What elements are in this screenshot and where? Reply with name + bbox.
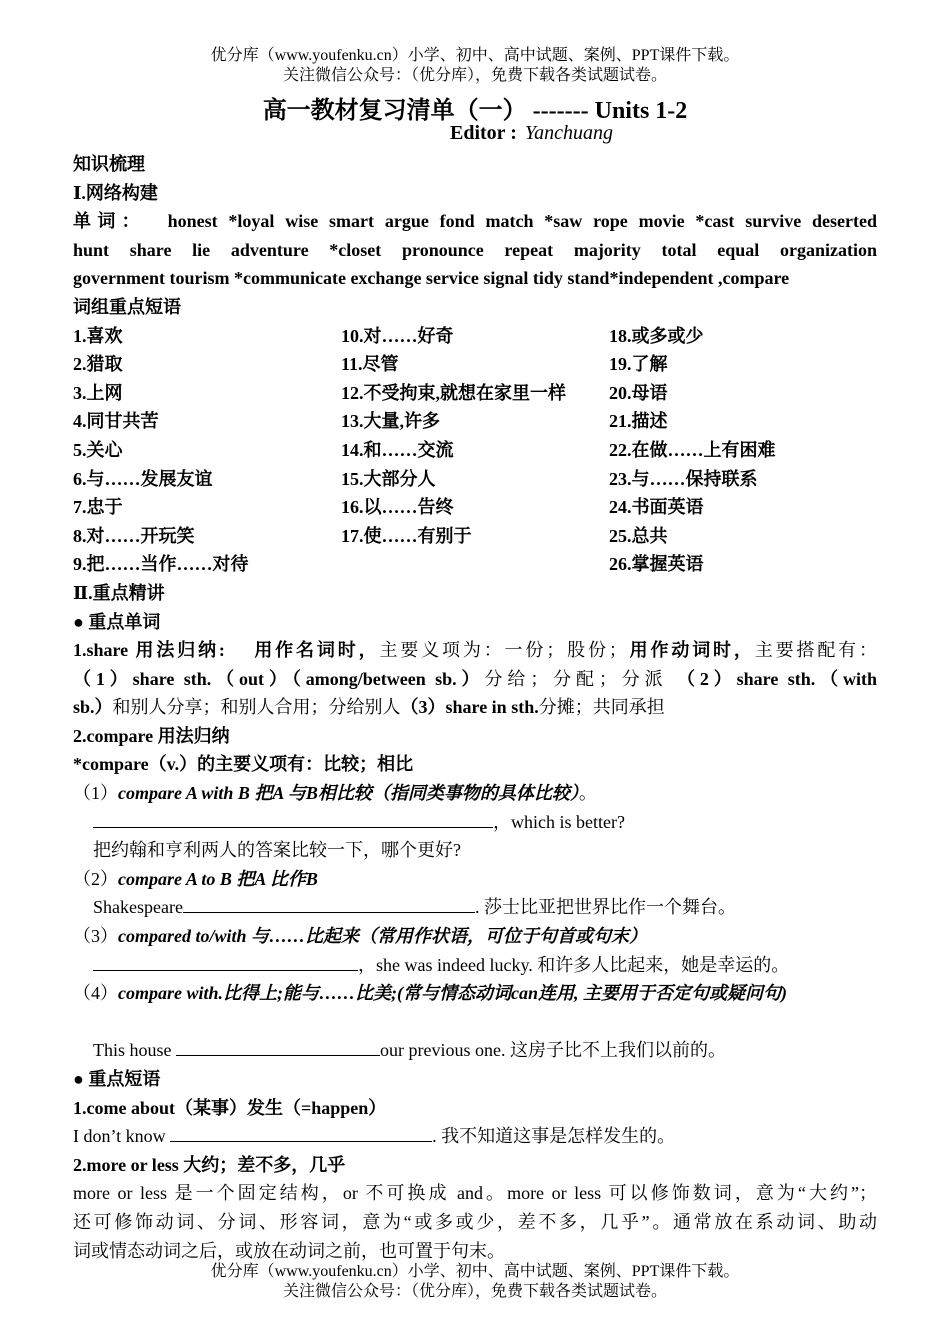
answer-blank[interactable] [93, 952, 358, 971]
phrase-item: 6.与……发展友谊 [73, 468, 213, 489]
more-or-less-title: 2.more or less 大约；差不多，几乎 [73, 1154, 346, 1175]
compare-usage-4: （4）compare with.比得上;能与……比美;(常与情态动词can连用, 主要用于否定句或疑问句) [73, 983, 787, 1004]
phrases-column-1 [73, 322, 341, 579]
phrase-item: 19.了解 [609, 354, 668, 375]
more-or-less-line-3: 词或情态动词之后，或放在动词之前，也可置于句末。 [73, 1240, 505, 1261]
header-line-1: 优分库（www.youfenku.cn）小学、初中、高中试题、案例、PPT课件下载。 [210, 47, 740, 64]
section-network: Ⅰ.网络构建 [73, 182, 158, 203]
phrases-column-2 [341, 322, 609, 579]
answer-blank[interactable] [176, 1037, 380, 1056]
compare-usage-3: （3）compared to/with 与……比起来（常用作状语，可位于句首或句末） [73, 926, 648, 947]
compare-usage-1: （1）compare A with B 把A 与B相比较（指同类事物的具体比较）。 [73, 783, 597, 804]
section-key: Ⅱ.重点精讲 [73, 582, 165, 603]
come-about-example: I don’t know . 我不知道这事是怎样发生的。 [73, 1122, 877, 1151]
come-about-title: 1.come about（某事）发生（=happen） [73, 1097, 387, 1118]
phrase-item: 5.关心 [73, 439, 123, 460]
phrases-column-3 [609, 322, 877, 579]
share-usage-line-3: sb.）和别人分享；和别人合用；分给别人（3）share in sth.分摊；共同承担 [73, 697, 665, 718]
phrase-item: 10.对……好奇 [341, 325, 454, 346]
key-phrases-heading: ● 重点短语 [73, 1069, 161, 1089]
page-footer [0, 1262, 950, 1302]
editor-line [450, 122, 613, 145]
editor-signature: Yanchuang [524, 122, 614, 144]
phrase-item: 18.或多或少 [609, 325, 704, 346]
phrase-item: 26.掌握英语 [609, 554, 704, 575]
share-usage-line-2: （1）share sth.（out）（among/between sb.）分给；分配；分派 （2）share sth.（with [73, 668, 878, 689]
phrase-item: 3.上网 [73, 382, 123, 403]
footer-line-2: 关注微信公众号：（优分库），免费下载各类试题试卷。 [282, 1283, 667, 1300]
compare-example-2: Shakespeare . 莎士比亚把世界比作一个舞台。 [73, 893, 877, 922]
footer-line-1: 优分库（www.youfenku.cn）小学、初中、高中试题、案例、PPT课件下载。 [210, 1263, 740, 1280]
words-line-1: 单词： honest *loyal wise smart argue fond match *saw rope movie *cast survive deserted [73, 211, 877, 232]
key-words-heading: ● 重点单词 [73, 611, 161, 632]
more-or-less-line-1: more or less 是一个固定结构，or 不可换成 and。more or less 可以修饰数词，意为“大约”； [73, 1183, 877, 1204]
page-header [0, 46, 950, 86]
section-knowledge: 知识梳理 [73, 154, 145, 174]
phrase-item: 4.同甘共苦 [73, 411, 159, 432]
phrase-item: 17.使……有别于 [341, 525, 472, 546]
compare-title: 2.compare 用法归纳 [73, 725, 230, 746]
words-label: 单词： [73, 211, 146, 232]
phrase-item: 11.尽管 [341, 354, 399, 375]
words-line-3: government tourism *communicate exchange service signal tidy stand*independent ,compare [73, 268, 790, 289]
compare-example-1: ，which is better? [73, 808, 877, 837]
phrase-item: 25.总共 [609, 525, 668, 546]
phrase-item: 21.描述 [609, 411, 668, 432]
more-or-less-line-2: 还可修饰动词、分词、形容词，意为“或多或少，差不多，几乎”。通常放在系动词、助动 [73, 1211, 877, 1232]
phrase-item: 7.忠于 [73, 497, 123, 518]
phrase-item: 20.母语 [609, 382, 668, 403]
header-line-2: 关注微信公众号：（优分库），免费下载各类试题试卷。 [282, 67, 667, 84]
phrase-item: 23.与……保持联系 [609, 468, 758, 489]
editor-label: Editor : [450, 122, 517, 144]
phrase-item: 2.猎取 [73, 354, 123, 375]
compare-translation-1: 把约翰和亨利两人的答案比较一下，哪个更好? [93, 840, 461, 861]
compare-usage-2: （2）compare A to B 把A 比作B [73, 868, 318, 889]
phrase-item: 8.对……开玩笑 [73, 525, 195, 546]
phrase-item: 1.喜欢 [73, 325, 123, 346]
compare-example-4: This house our previous one. 这房子比不上我们以前的。 [73, 1036, 877, 1065]
phrases-grid [73, 322, 877, 579]
document-title: 高一教材复习清单（一） ------- Units 1-2 [262, 98, 688, 124]
compare-main: *compare（v.）的主要义项有：比较；相比 [73, 754, 414, 775]
phrase-item: 22.在做……上有困难 [609, 439, 776, 460]
words-line-2: hunt share lie adventure *closet pronounce repeat majority total equal organization [73, 239, 877, 260]
phrase-item: 15.大部分人 [341, 468, 436, 489]
answer-blank[interactable] [170, 1123, 432, 1142]
phrase-item: 13.大量,许多 [341, 411, 440, 432]
phrase-item: 24.书面英语 [609, 497, 704, 518]
phrase-item: 14.和……交流 [341, 439, 454, 460]
phrase-item: 9.把……当作……对待 [73, 554, 249, 575]
document-body [73, 150, 877, 1265]
compare-example-3: ，she was indeed lucky. 和许多人比起来，她是幸运的。 [73, 951, 877, 980]
answer-blank[interactable] [183, 894, 475, 913]
phrase-item: 12.不受拘束,就想在家里一样 [341, 382, 566, 403]
answer-blank[interactable] [93, 809, 493, 828]
phrases-heading: 词组重点短语 [73, 296, 181, 317]
phrase-item: 16.以……告终 [341, 497, 454, 518]
share-usage-line-1: 1.share 用法归纳: 用作名词时，主要义项为：一份；股份；用作动词时，主要搭配有： [73, 640, 878, 661]
